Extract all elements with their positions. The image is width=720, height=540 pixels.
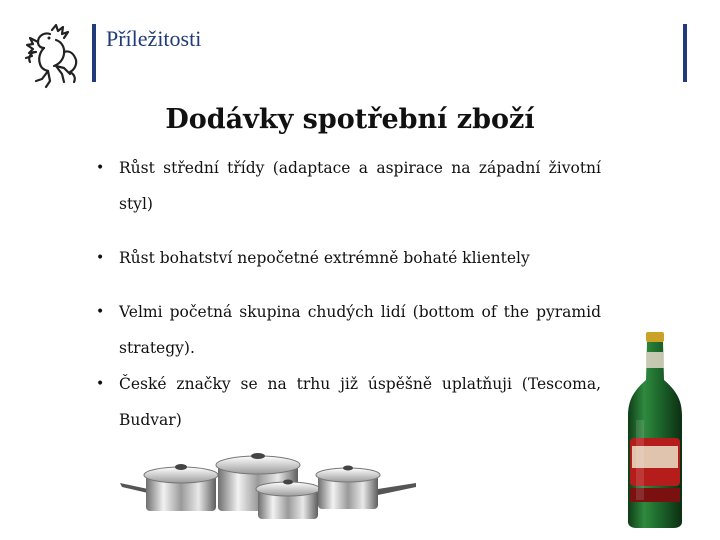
bullet-text: Růst střední třídy (adaptace a aspirace na západní životní styl) (119, 159, 601, 213)
bullet-item (96, 240, 601, 276)
bullet-item (96, 150, 601, 222)
bullet-text: Velmi početná skupina chudých lidí (bottom of the pyramid strategy). (119, 303, 601, 357)
beer-bottle-image (622, 330, 688, 530)
bullet-marker: • (96, 250, 105, 266)
header-left-divider (92, 24, 96, 82)
lion-emblem-icon (22, 22, 82, 90)
bullet-marker: • (96, 376, 105, 392)
cookware-set-image (118, 445, 418, 525)
bullet-text: Růst bohatství nepočetné extrémně bohaté klientely (119, 249, 530, 267)
bullet-item (96, 366, 601, 438)
header-right-divider (683, 24, 687, 82)
bullet-marker: • (96, 304, 105, 320)
bullet-marker: • (96, 160, 105, 176)
bullet-text: České značky se na trhu již úspěšně uplatňuji (Tescoma, Budvar) (119, 375, 601, 429)
section-label: Příležitosti (106, 26, 202, 51)
bullet-item (96, 294, 601, 366)
slide-title: Dodávky spotřební zboží (165, 104, 535, 135)
bullet-list (96, 150, 601, 438)
